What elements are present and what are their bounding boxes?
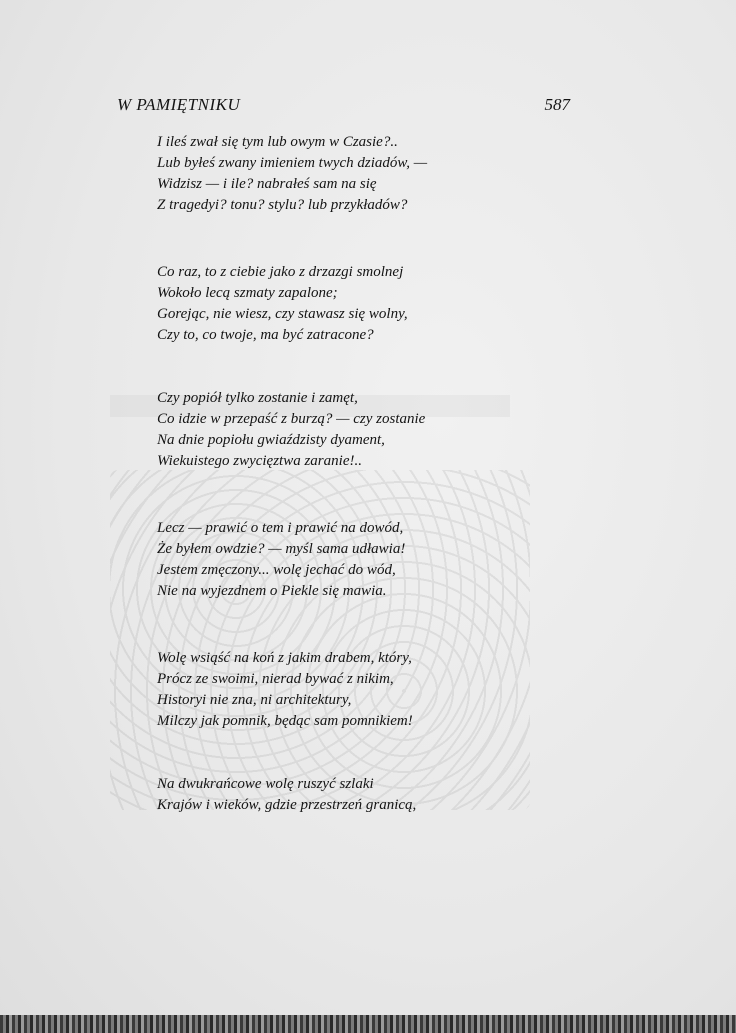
- poem-line: Czy to, co twoje, ma być zatracone?: [157, 327, 374, 343]
- poem-line: Historyi nie zna, ni architektury,: [157, 692, 352, 708]
- poem-line: Lecz — prawić o tem i prawić na dowód,: [157, 520, 404, 536]
- poem-line: Nie na wyjezdnem o Piekle się mawia.: [157, 583, 387, 599]
- poem-line: Krajów i wieków, gdzie przestrzeń granicą,: [157, 797, 417, 813]
- poem-line: Na dwukrańcowe wolę ruszyć szlaki: [157, 776, 374, 792]
- poem-line: Na dnie popiołu gwiaździsty dyament,: [157, 432, 385, 448]
- poem-line: Lub byłeś zwany imieniem twych dziadów, —: [157, 155, 428, 171]
- stanza-4: [157, 518, 537, 602]
- poem-line: Widzisz — i ile? nabrałeś sam na się: [157, 176, 377, 192]
- poem-line: Wolę wsiąść na koń z jakim drabem, który,: [157, 650, 412, 666]
- running-head: W PAMIĘTNIKU: [117, 95, 241, 114]
- poem-line: Czy popiół tylko zostanie i zamęt,: [157, 390, 358, 406]
- stanza-5: [157, 648, 537, 732]
- poem-line: Wokoło lecą szmaty zapalone;: [157, 285, 338, 301]
- poem-line: Prócz ze swoimi, nierad bywać z nikim,: [157, 671, 394, 687]
- poem-line: Co idzie w przepaść z burzą? — czy zostanie: [157, 411, 426, 427]
- stanza-1: [157, 132, 537, 216]
- page-edge: [0, 1015, 736, 1033]
- poem-line: Gorejąc, nie wiesz, czy stawasz się wolny,: [157, 306, 408, 322]
- poem-line: Milczy jak pomnik, będąc sam pomnikiem!: [157, 713, 413, 729]
- poem-line: Wiekuistego zwycięztwa zaranie!..: [157, 453, 362, 469]
- poem-line: Że byłem owdzie? — myśl sama udławia!: [157, 541, 406, 557]
- poem-line: Jestem zmęczony... wolę jechać do wód,: [157, 562, 396, 578]
- poem-line: Z tragedyi? tonu? stylu? lub przykładów?: [157, 197, 408, 213]
- poem-line: Co raz, to z ciebie jako z drzazgi smolnej: [157, 264, 404, 280]
- poem-line: I ileś zwał się tym lub owym w Czasie?..: [157, 134, 398, 150]
- stanza-6: [157, 774, 537, 816]
- page-number: 587: [544, 95, 570, 114]
- stanza-2: [157, 262, 537, 346]
- stanza-3: [157, 388, 537, 472]
